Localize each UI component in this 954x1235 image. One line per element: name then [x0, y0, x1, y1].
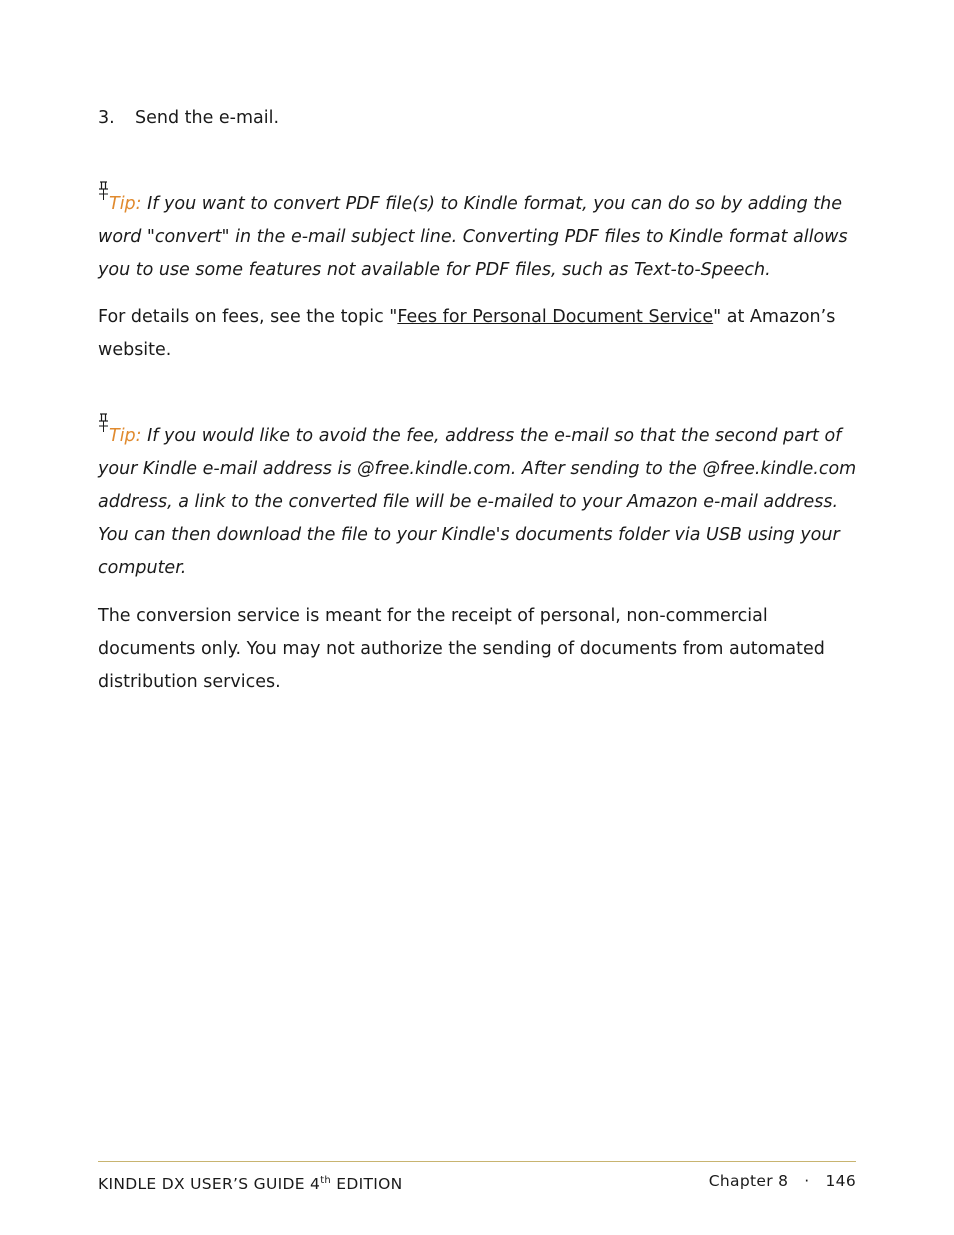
fees-text-before: For details on fees, see the topic "	[98, 307, 398, 327]
tip-text-line-3: address, a link to the converted file will be e-mailed to your Amazon e-mail address.	[98, 492, 839, 512]
conversion-text-line-1: The conversion service is meant for the receipt of personal, non-commercial	[98, 606, 768, 626]
tip-label: Tip:	[109, 194, 142, 214]
pushpin-icon	[98, 180, 109, 202]
tip-text-line-2: your Kindle e-mail address is @free.kindle.com. After sending to the @free.kindle.com	[98, 459, 857, 479]
step-3	[98, 104, 279, 132]
footer-separator: ·	[804, 1172, 810, 1190]
tip-text-line-2: word "convert" in the e-mail subject line. Converting PDF files to Kindle format allows	[98, 227, 848, 247]
tip-text-line-3: you to use some features not available for PDF files, such as Text-to-Speech.	[98, 260, 771, 280]
conversion-paragraph	[98, 600, 858, 699]
footer-page-number: 146	[825, 1172, 856, 1190]
tip-convert-pdf	[98, 188, 858, 287]
pushpin-icon	[98, 412, 109, 434]
tip-free-delivery	[98, 420, 858, 585]
step-text: Send the e-mail.	[135, 108, 280, 128]
conversion-text-line-2: documents only. You may not authorize the sending of documents from automated	[98, 639, 825, 659]
fees-text-line-2: website.	[98, 340, 172, 360]
footer-divider	[98, 1161, 856, 1162]
footer-page-info	[709, 1168, 856, 1194]
tip-text-line-5: computer.	[98, 558, 187, 578]
fees-link[interactable]: Fees for Personal Document Service	[397, 307, 714, 327]
tip-label: Tip:	[109, 426, 142, 446]
footer-guide-title	[98, 1168, 403, 1197]
footer-chapter: Chapter 8	[708, 1172, 789, 1190]
footer-title-end: EDITION	[331, 1175, 403, 1193]
tip-text-line-4: You can then download the file to your Kindle's documents folder via USB using your	[98, 525, 840, 545]
conversion-text-line-3: distribution services.	[98, 672, 281, 692]
fees-text-after: " at Amazon’s	[713, 307, 836, 327]
tip-text-line-1: If you would like to avoid the fee, address the e-mail so that the second part of	[147, 426, 842, 446]
fees-paragraph	[98, 301, 858, 367]
tip-text-line-1: If you want to convert PDF file(s) to Kindle format, you can do so by adding the	[147, 194, 842, 214]
step-number: 3.	[98, 108, 115, 128]
footer-title-main: KINDLE DX USER’S GUIDE 4	[98, 1175, 321, 1193]
footer-title-superscript: th	[320, 1175, 332, 1186]
